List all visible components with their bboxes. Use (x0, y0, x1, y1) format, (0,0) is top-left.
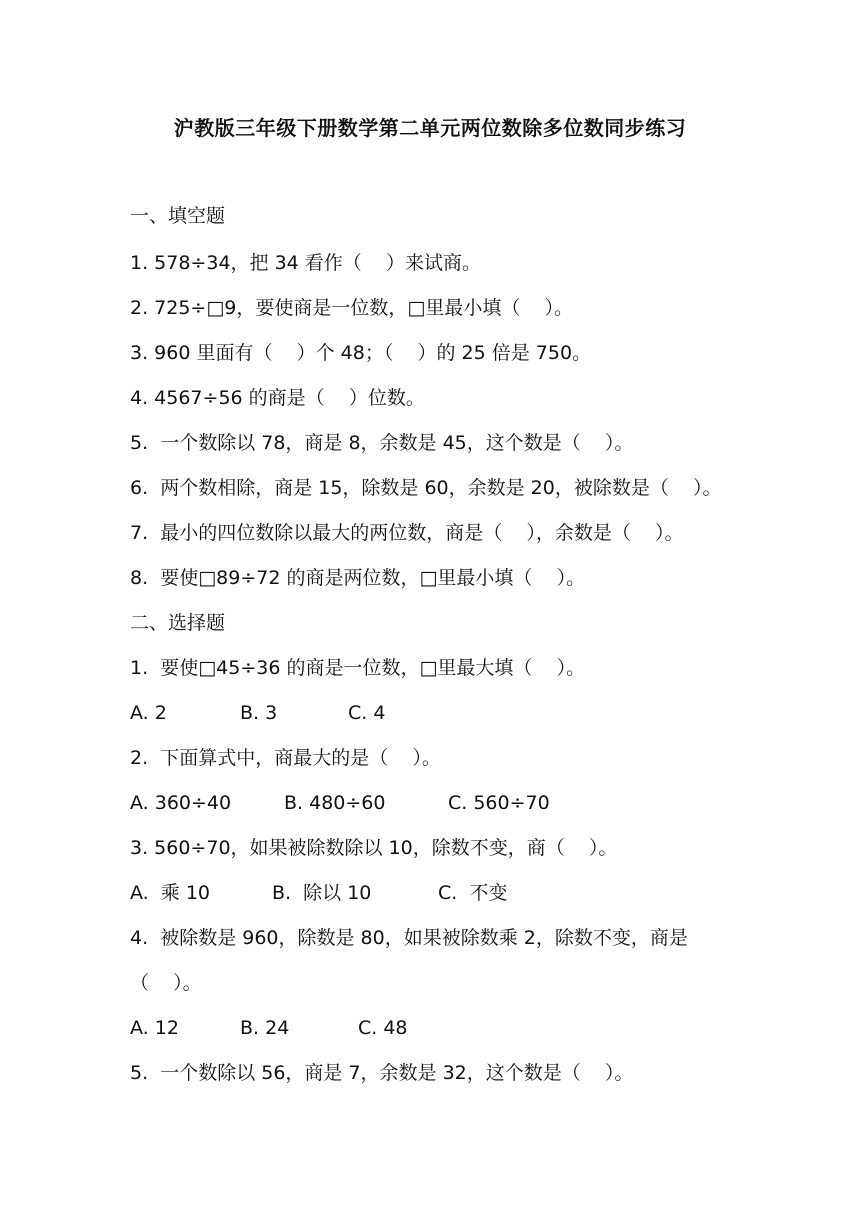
section-heading-fill-blank: 一、填空题 (130, 205, 226, 227)
choice-options-2 (130, 789, 750, 817)
fill-question-2: 2. 725÷□9，要使商是一位数，□里最小填（ ）。 (130, 297, 574, 319)
choice-question-2: 2. 下面算式中，商最大的是（ ）。 (130, 747, 441, 769)
option-b: B. 3 (240, 702, 278, 724)
choice-question-3: 3. 560÷70，如果被除数除以 10，除数不变，商（ ）。 (130, 837, 618, 859)
option-a: A. 乘 10 (130, 882, 210, 904)
choice-question-1: 1. 要使□45÷36 的商是一位数，□里最大填（ ）。 (130, 657, 586, 679)
fill-question-5: 5. 一个数除以 78，商是 8，余数是 45，这个数是（ ）。 (130, 432, 634, 454)
option-c: C. 560÷70 (448, 792, 550, 814)
choice-options-4 (130, 1014, 750, 1042)
choice-question-4-continued: （ ）。 (130, 972, 202, 994)
fill-question-7: 7. 最小的四位数除以最大的两位数，商是（ ），余数是（ ）。 (130, 522, 684, 544)
option-b: B. 24 (240, 1017, 290, 1039)
option-c: C. 4 (348, 702, 386, 724)
option-b: B. 480÷60 (284, 792, 386, 814)
option-c: C. 不变 (438, 882, 508, 904)
option-c: C. 48 (358, 1017, 408, 1039)
option-a: A. 2 (130, 702, 167, 724)
choice-options-3 (130, 879, 750, 907)
option-a: A. 360÷40 (130, 792, 232, 814)
fill-question-8: 8. 要使□89÷72 的商是两位数，□里最小填（ ）。 (130, 567, 586, 589)
fill-question-3: 3. 960 里面有（ ）个 48；（ ）的 25 倍是 750。 (130, 342, 592, 364)
choice-question-4: 4. 被除数是 960，除数是 80，如果被除数乘 2，除数不变，商是 (130, 927, 688, 949)
page-title: 沪教版三年级下册数学第二单元两位数除多位数同步练习 (173, 116, 687, 140)
fill-question-1: 1. 578÷34，把 34 看作（ ）来试商。 (130, 252, 481, 274)
section-heading-choice: 二、选择题 (130, 612, 226, 634)
option-b: B. 除以 10 (272, 882, 372, 904)
choice-options-1 (130, 699, 750, 727)
fill-question-6: 6. 两个数相除，商是 15，除数是 60，余数是 20，被除数是（ ）。 (130, 477, 722, 499)
fill-question-4: 4. 4567÷56 的商是（ ）位数。 (130, 387, 425, 409)
choice-question-5: 5. 一个数除以 56，商是 7，余数是 32，这个数是（ ）。 (130, 1062, 634, 1084)
option-a: A. 12 (130, 1017, 179, 1039)
